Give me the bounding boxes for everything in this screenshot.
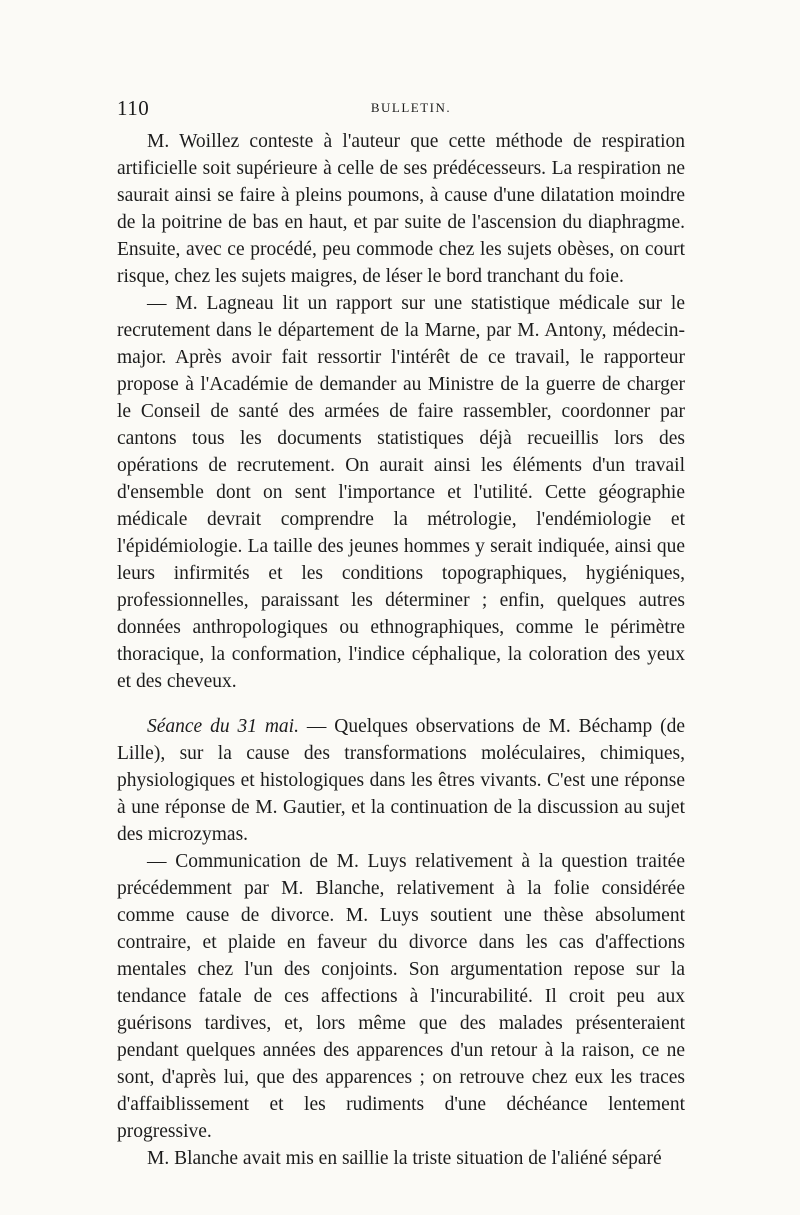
body-text (117, 128, 685, 1172)
section-gap (117, 695, 685, 713)
page-number: 110 (117, 96, 150, 120)
paragraph-woillez: M. Woillez conteste à l'auteur que cette méthode de respiration artificielle soit supérieure à celle de ses prédécesseurs. La respiration ne saurait ainsi se faire à pleins poumons, à cause d'une dilatation moindre de la poitrine de bas en haut, et par suite de l'ascension du diaphragme. Ensuite, avec ce procédé, peu commode chez les sujets obèses, on court risque, chez les sujets maigres, de léser le bord tranchant du foie. (117, 131, 685, 287)
seance-text: — Quelques observations de M. Béchamp (de Lille), sur la cause des transformations moléculaires, chimiques, physiologiques et histologiques dans les êtres vivants. C'est une réponse à une réponse de M. Gautier, et la continuation de la discussion au sujet des microzymas. (117, 716, 686, 845)
running-head (117, 96, 685, 122)
paragraph-luys: — Communication de M. Luys relativement à la question traitée précédemment par M. Blanche, relativement à la folie considérée comme cause de divorce. M. Luys soutient une thèse absolument contraire, et plaide en faveur du divorce dans les cas d'affections mentales chez l'un des conjoints. Son argumentation repose sur la tendance fatale de ces affections à l'incurabilité. Il croit peu aux guérisons tardives, et, lors même que des malades présenteraient pendant quelques années des apparences d'un retour à la raison, ce ne sont, d'après lui, que des apparences ; on retrouve chez eux les traces d'affaiblissement et les rudiments d'une déchéance lentement progressive. (117, 851, 685, 1142)
seance-date-label: Séance du 31 mai. (147, 716, 299, 737)
running-title: BULLETIN. (370, 100, 452, 115)
paragraph-lagneau: — M. Lagneau lit un rapport sur une statistique médicale sur le recrutement dans le département de la Marne, par M. Antony, médecin-major. Après avoir fait ressortir l'intérêt de ce travail, le rapporteur propose à l'Académie de demander au Ministre de la guerre de charger le Conseil de santé des armées de faire rassembler, coordonner par cantons tous les documents statistiques déjà recueillis lors des opérations de recrutement. On aurait ainsi les éléments d'un travail d'ensemble dont on sent l'importance et l'utilité. Cette géographie médicale devrait comprendre la métrologie, l'endémiologie et l'épidémiologie. La taille des jeunes hommes y serait indiquée, ainsi que leurs infirmités et les conditions topographiques, hygiéniques, professionnelles, paraissant les déterminer ; enfin, quelques autres données anthropologiques ou ethnographiques, comme le périmètre thoracique, la conformation, l'indice céphalique, la coloration des yeux et des cheveux. (117, 293, 685, 692)
paragraph-blanche: M. Blanche avait mis en saillie la triste situation de l'aliéné séparé (147, 1148, 662, 1169)
paragraph-seance-31-mai (117, 713, 685, 848)
